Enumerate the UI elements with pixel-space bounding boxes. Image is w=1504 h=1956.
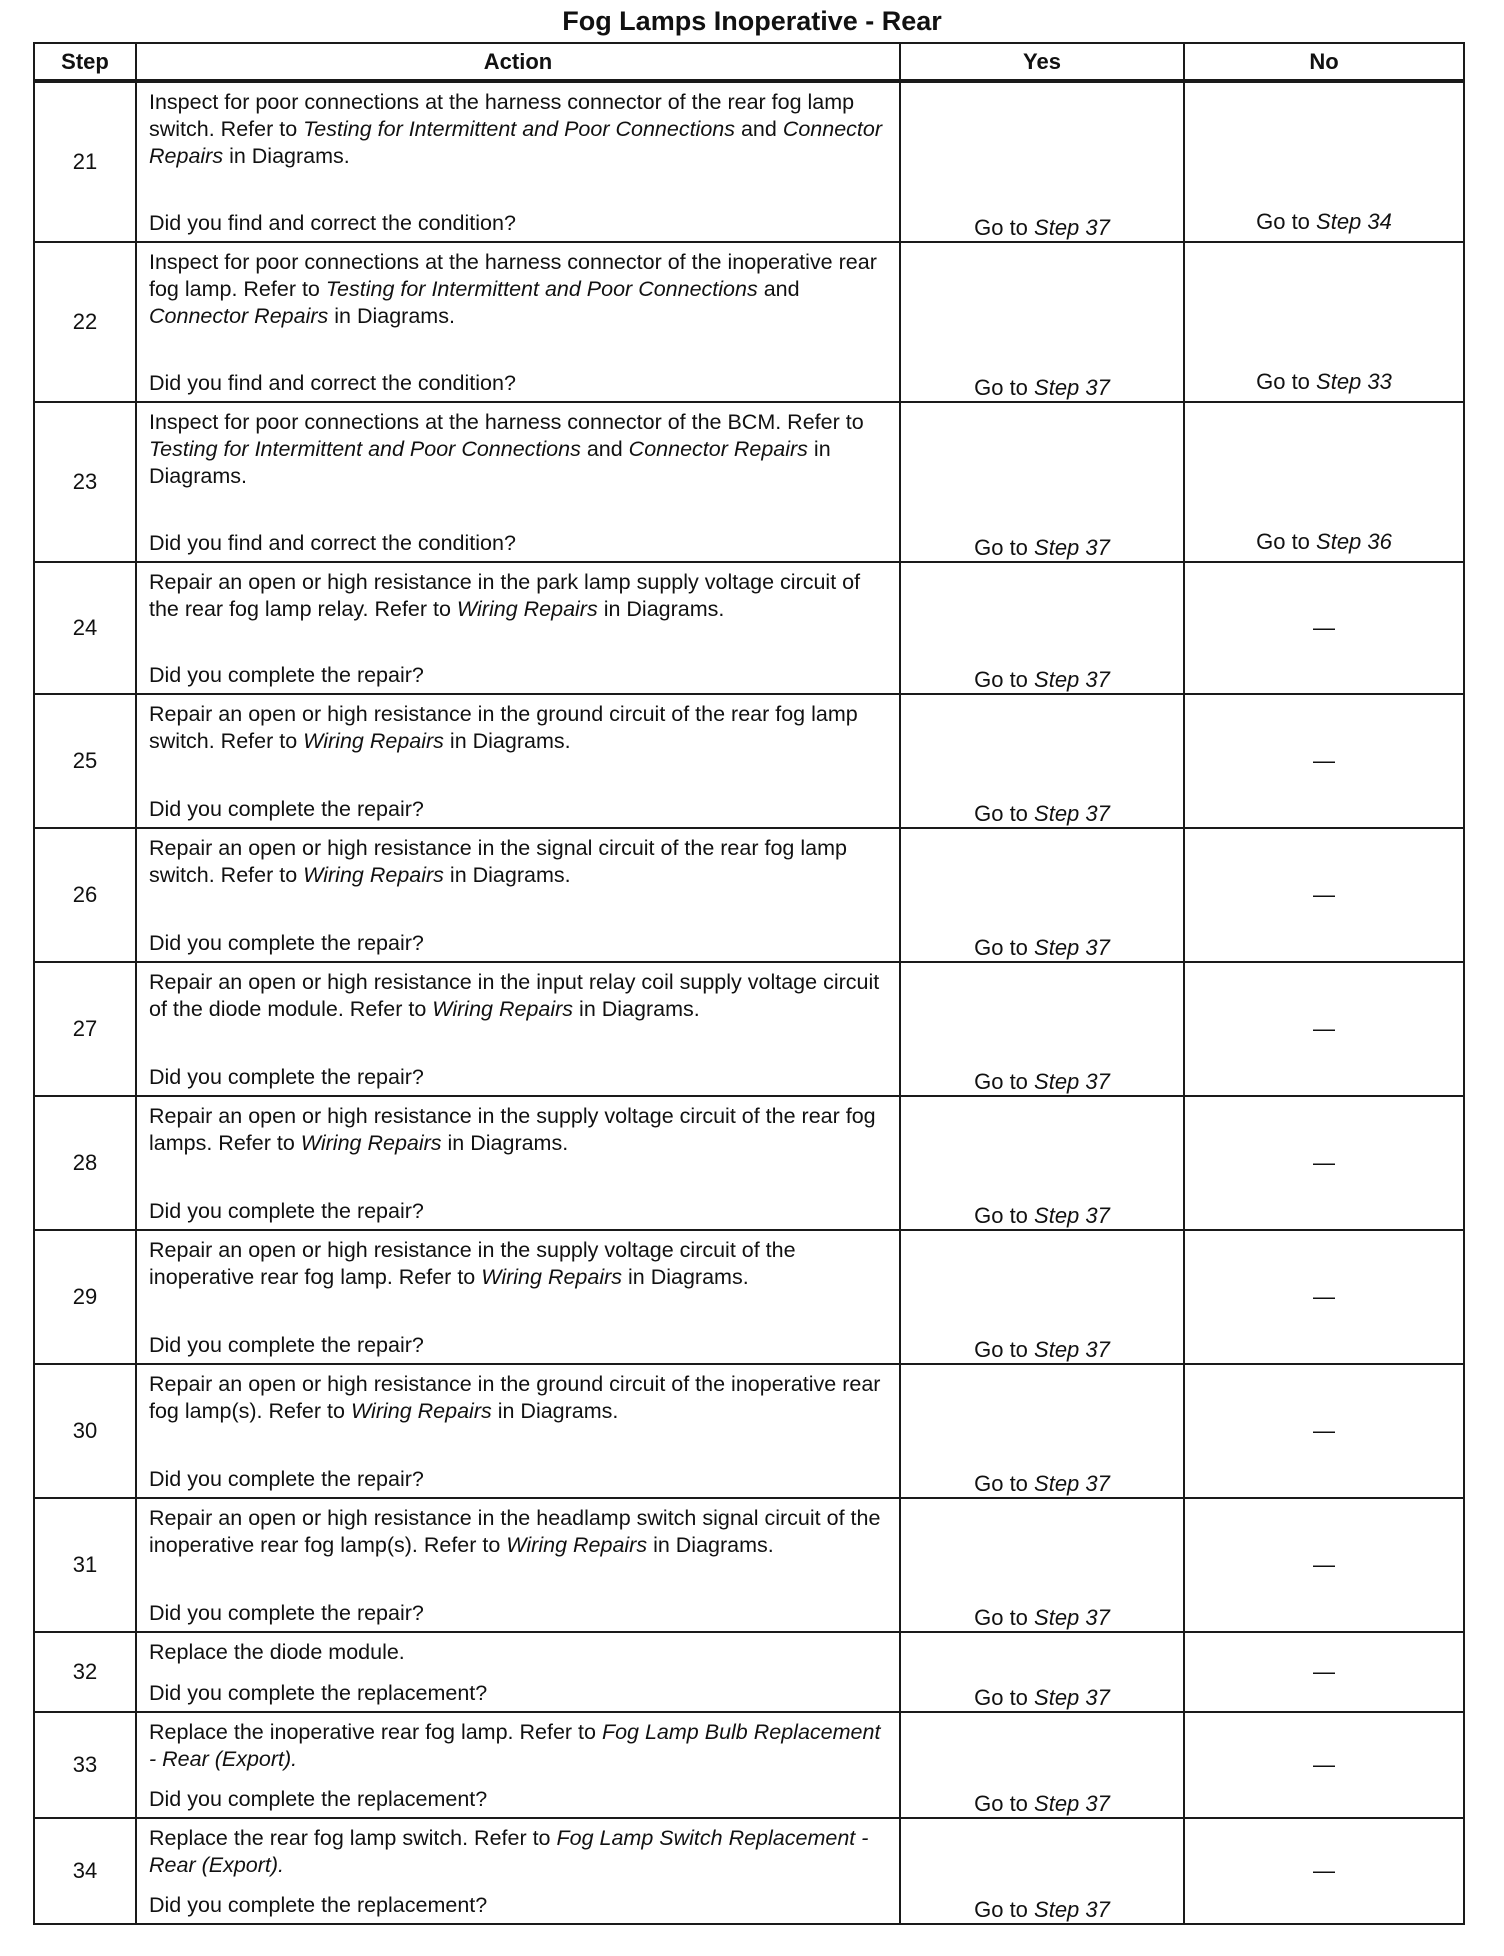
yes-cell — [900, 1364, 1184, 1498]
reference-link-text: Connector Repairs — [628, 437, 808, 461]
goto-prefix: Go to — [974, 1069, 1035, 1094]
table-row — [34, 694, 1464, 828]
step-number: 27 — [34, 962, 136, 1096]
reference-link-text: Wiring Repairs — [303, 729, 444, 753]
yes-goto-step: Step 37 — [1034, 1203, 1110, 1228]
yes-goto-step: Step 37 — [1034, 1791, 1110, 1816]
yes-goto-step: Step 37 — [1034, 801, 1110, 826]
action-instruction — [149, 969, 893, 1023]
reference-link-text: Wiring Repairs — [432, 997, 574, 1021]
no-cell — [1184, 562, 1464, 694]
action-question: Did you find and correct the condition? — [149, 531, 516, 555]
no-dash: — — [1313, 615, 1335, 640]
instruction-text: Repair an open or high resistance in the ground circuit of the inoperative rear fog lamp(s). Refer to — [149, 1372, 881, 1423]
no-dash: — — [1313, 1418, 1335, 1443]
yes-cell — [900, 1712, 1184, 1818]
action-cell — [136, 1498, 900, 1632]
no-cell — [1184, 242, 1464, 402]
goto-prefix: Go to — [974, 375, 1035, 400]
table-row — [34, 242, 1464, 402]
instruction-text: Repair an open or high resistance in the supply voltage circuit of the rear fog lamps. Refer to — [149, 1104, 876, 1155]
reference-link-text: Connector Repairs — [149, 117, 883, 168]
goto-prefix: Go to — [974, 1203, 1035, 1228]
instruction-text: and — [734, 117, 783, 141]
no-cell — [1184, 1632, 1464, 1712]
instruction-text: in Diagrams. — [622, 1265, 749, 1289]
instruction-text: in Diagrams. — [573, 997, 700, 1021]
instruction-text: Repair an open or high resistance in the ground circuit of the rear fog lamp switch. Refer to — [149, 702, 858, 753]
yes-cell — [900, 81, 1184, 242]
action-instruction — [149, 1825, 893, 1879]
header-step: Step — [34, 43, 136, 81]
instruction-text: in Diagrams. — [597, 597, 725, 621]
instruction-text: Repair an open or high resistance in the park lamp supply voltage circuit of the rear fog lamp relay. Refer to — [149, 570, 861, 621]
action-question: Did you complete the repair? — [149, 1199, 424, 1223]
yes-goto-step: Step 37 — [1034, 535, 1110, 560]
instruction-text: in Diagrams. — [647, 1533, 774, 1557]
yes-goto-step: Step 37 — [1034, 1337, 1110, 1362]
no-cell — [1184, 828, 1464, 962]
goto-prefix: Go to — [974, 1605, 1035, 1630]
instruction-text: Inspect for poor connections at the harness connector of the inoperative rear fog lamp. Refer to — [149, 250, 877, 301]
no-cell — [1184, 962, 1464, 1096]
step-number: 32 — [34, 1632, 136, 1712]
goto-prefix: Go to — [974, 1897, 1035, 1922]
header-no: No — [1184, 43, 1464, 81]
goto-prefix: Go to — [974, 1685, 1035, 1710]
action-cell — [136, 1632, 900, 1712]
yes-goto-step: Step 37 — [1034, 375, 1110, 400]
instruction-text: in Diagrams. — [441, 1131, 569, 1155]
step-number: 22 — [34, 242, 136, 402]
goto-prefix: Go to — [974, 1337, 1035, 1362]
yes-goto-step: Step 37 — [1034, 1685, 1110, 1710]
no-dash: — — [1313, 1016, 1335, 1041]
instruction-text: Replace the diode module. — [149, 1640, 405, 1664]
yes-cell — [900, 562, 1184, 694]
instruction-text: in Diagrams. — [491, 1399, 619, 1423]
no-dash: — — [1313, 1150, 1335, 1175]
instruction-text: and — [580, 437, 629, 461]
table-row — [34, 1364, 1464, 1498]
action-cell — [136, 402, 900, 562]
yes-goto-step: Step 37 — [1034, 1471, 1110, 1496]
yes-goto-step: Step 37 — [1034, 667, 1110, 692]
troubleshooting-table — [33, 42, 1465, 1925]
action-cell — [136, 1230, 900, 1364]
no-dash: — — [1313, 882, 1335, 907]
no-cell — [1184, 694, 1464, 828]
no-cell — [1184, 1498, 1464, 1632]
instruction-text: Repair an open or high resistance in the signal circuit of the rear fog lamp switch. Refer to — [149, 836, 847, 887]
action-cell — [136, 1712, 900, 1818]
table-row — [34, 81, 1464, 242]
table-row — [34, 1096, 1464, 1230]
no-dash: — — [1313, 1284, 1335, 1309]
yes-goto-step: Step 37 — [1034, 1069, 1110, 1094]
action-question: Did you complete the repair? — [149, 931, 424, 955]
action-question: Did you complete the repair? — [149, 1467, 424, 1491]
no-cell — [1184, 1712, 1464, 1818]
step-number: 26 — [34, 828, 136, 962]
step-number: 29 — [34, 1230, 136, 1364]
goto-prefix: Go to — [974, 935, 1035, 960]
goto-prefix: Go to — [974, 1471, 1035, 1496]
table-row — [34, 828, 1464, 962]
action-cell — [136, 242, 900, 402]
no-dash: — — [1313, 748, 1335, 773]
reference-link-text: Wiring Repairs — [303, 863, 444, 887]
action-instruction — [149, 89, 893, 170]
action-instruction — [149, 409, 893, 490]
instruction-text: in Diagrams. — [443, 863, 571, 887]
table-row — [34, 1632, 1464, 1712]
reference-link-text: Testing for Intermittent and Poor Connections — [149, 437, 581, 461]
action-cell — [136, 828, 900, 962]
yes-goto-step: Step 37 — [1034, 1897, 1110, 1922]
action-question: Did you complete the replacement? — [149, 1893, 488, 1917]
action-instruction — [149, 569, 893, 623]
action-question: Did you complete the repair? — [149, 663, 424, 687]
step-number: 33 — [34, 1712, 136, 1818]
goto-prefix: Go to — [974, 801, 1035, 826]
action-cell — [136, 694, 900, 828]
goto-prefix: Go to — [974, 215, 1035, 240]
action-instruction — [149, 1505, 893, 1559]
yes-cell — [900, 402, 1184, 562]
instruction-text: Repair an open or high resistance in the headlamp switch signal circuit of the inoperative rear fog lamp(s). Refer to — [149, 1506, 881, 1557]
instruction-text: Inspect for poor connections at the harness connector of the BCM. Refer to — [149, 410, 864, 434]
yes-goto-step: Step 37 — [1034, 935, 1110, 960]
reference-link-text: Testing for Intermittent and Poor Connections — [325, 277, 758, 301]
action-instruction — [149, 835, 893, 889]
yes-cell — [900, 1230, 1184, 1364]
table-row — [34, 402, 1464, 562]
no-cell — [1184, 1230, 1464, 1364]
instruction-text: in Diagrams. — [223, 144, 350, 168]
goto-prefix: Go to — [1256, 209, 1317, 234]
step-number: 34 — [34, 1818, 136, 1924]
action-cell — [136, 1364, 900, 1498]
action-instruction — [149, 249, 893, 330]
no-goto-step: Step 36 — [1316, 529, 1392, 554]
step-number: 30 — [34, 1364, 136, 1498]
yes-cell — [900, 694, 1184, 828]
no-cell — [1184, 402, 1464, 562]
action-question: Did you complete the replacement? — [149, 1787, 488, 1811]
step-number: 31 — [34, 1498, 136, 1632]
table-row — [34, 1498, 1464, 1632]
yes-cell — [900, 1096, 1184, 1230]
table-row — [34, 1230, 1464, 1364]
action-instruction — [149, 1371, 893, 1425]
action-instruction — [149, 701, 893, 755]
goto-prefix: Go to — [974, 1791, 1035, 1816]
action-question: Did you complete the replacement? — [149, 1681, 488, 1705]
no-goto-step: Step 34 — [1316, 209, 1392, 234]
step-number: 23 — [34, 402, 136, 562]
step-number: 25 — [34, 694, 136, 828]
yes-goto-step: Step 37 — [1034, 1605, 1110, 1630]
yes-cell — [900, 242, 1184, 402]
goto-prefix: Go to — [1256, 529, 1317, 554]
instruction-text: Replace the inoperative rear fog lamp. Refer to — [149, 1720, 602, 1744]
page-title: Fog Lamps Inoperative - Rear — [562, 6, 942, 36]
table-row — [34, 1712, 1464, 1818]
yes-cell — [900, 828, 1184, 962]
step-number: 21 — [34, 81, 136, 242]
instruction-text: Repair an open or high resistance in the input relay coil supply voltage circuit of the diode module. Refer to — [149, 970, 880, 1021]
action-instruction — [149, 1237, 893, 1291]
no-dash: — — [1313, 1659, 1335, 1684]
header-row — [34, 43, 1464, 81]
no-dash: — — [1313, 1752, 1335, 1777]
reference-link-text: Fog Lamp Switch Replacement - Rear (Export). — [149, 1826, 869, 1877]
reference-link-text: Wiring Repairs — [350, 1399, 492, 1423]
action-cell — [136, 962, 900, 1096]
action-question: Did you complete the repair? — [149, 1333, 424, 1357]
reference-link-text: Connector Repairs — [149, 304, 329, 328]
instruction-text: in Diagrams. — [328, 304, 455, 328]
no-cell — [1184, 1096, 1464, 1230]
header-action: Action — [136, 43, 900, 81]
no-cell — [1184, 1818, 1464, 1924]
yes-cell — [900, 1632, 1184, 1712]
action-question: Did you find and correct the condition? — [149, 371, 516, 395]
header-yes: Yes — [900, 43, 1184, 81]
instruction-text: in Diagrams. — [149, 437, 831, 488]
instruction-text: Replace the rear fog lamp switch. Refer to — [149, 1826, 557, 1850]
no-cell — [1184, 1364, 1464, 1498]
action-instruction — [149, 1719, 893, 1773]
action-instruction — [149, 1103, 893, 1157]
reference-link-text: Wiring Repairs — [506, 1533, 648, 1557]
action-question: Did you find and correct the condition? — [149, 211, 516, 235]
no-goto-step: Step 33 — [1316, 369, 1392, 394]
yes-cell — [900, 962, 1184, 1096]
instruction-text: Inspect for poor connections at the harness connector of the rear fog lamp switch. Refer to — [149, 90, 855, 141]
action-cell — [136, 562, 900, 694]
table-row — [34, 562, 1464, 694]
yes-cell — [900, 1818, 1184, 1924]
reference-link-text: Wiring Repairs — [456, 597, 598, 621]
table-row — [34, 1818, 1464, 1924]
table-body — [34, 81, 1464, 1924]
instruction-text: and — [757, 277, 800, 301]
action-cell — [136, 81, 900, 242]
instruction-text: Repair an open or high resistance in the supply voltage circuit of the inoperative rear fog lamp. Refer to — [149, 1238, 796, 1289]
reference-link-text: Testing for Intermittent and Poor Connections — [303, 117, 735, 141]
reference-link-text: Wiring Repairs — [481, 1265, 623, 1289]
action-cell — [136, 1096, 900, 1230]
goto-prefix: Go to — [1256, 369, 1317, 394]
action-question: Did you complete the repair? — [149, 1601, 424, 1625]
action-question: Did you complete the repair? — [149, 797, 424, 821]
step-number: 24 — [34, 562, 136, 694]
goto-prefix: Go to — [974, 535, 1035, 560]
step-number: 28 — [34, 1096, 136, 1230]
no-cell — [1184, 81, 1464, 242]
no-dash: — — [1313, 1552, 1335, 1577]
reference-link-text: Fog Lamp Bulb Replacement - Rear (Export). — [149, 1720, 881, 1771]
action-cell — [136, 1818, 900, 1924]
goto-prefix: Go to — [974, 667, 1035, 692]
yes-cell — [900, 1498, 1184, 1632]
instruction-text: in Diagrams. — [443, 729, 571, 753]
reference-link-text: Wiring Repairs — [300, 1131, 442, 1155]
yes-goto-step: Step 37 — [1034, 215, 1110, 240]
no-dash: — — [1313, 1858, 1335, 1883]
action-question: Did you complete the repair? — [149, 1065, 424, 1089]
table-row — [34, 962, 1464, 1096]
action-instruction — [149, 1639, 893, 1666]
